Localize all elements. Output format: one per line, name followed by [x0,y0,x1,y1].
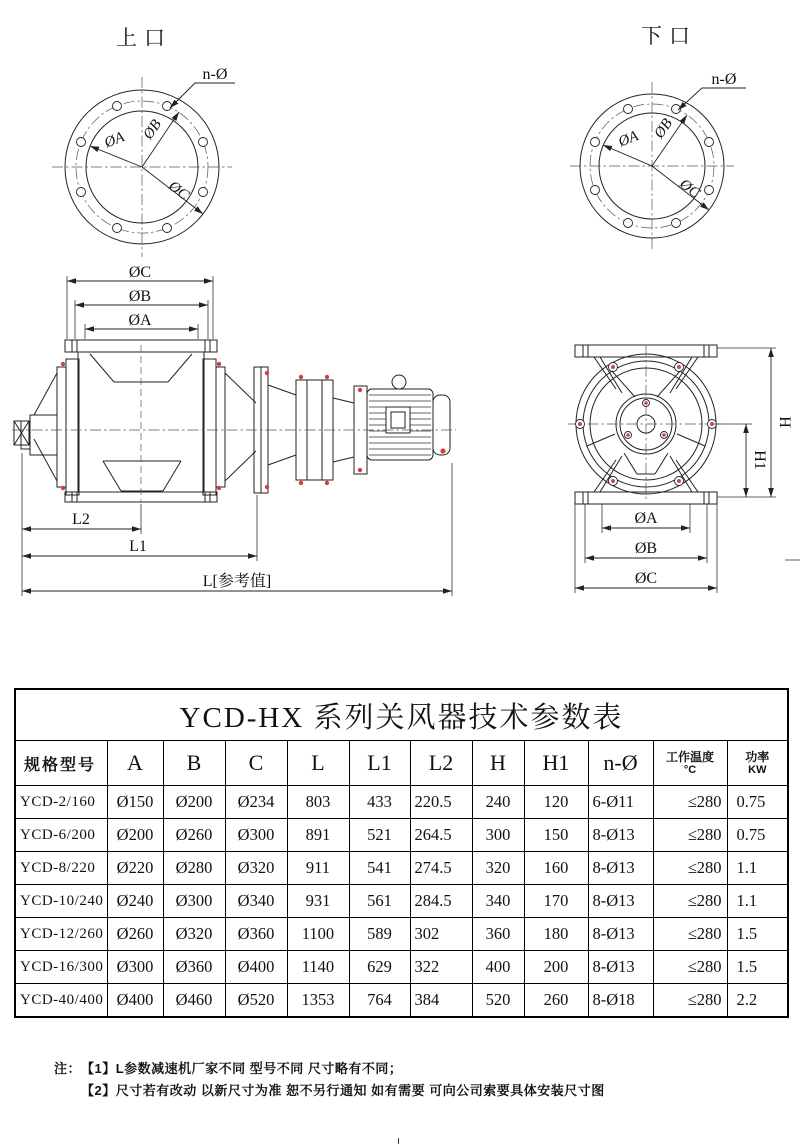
column-header: H1 [524,741,588,786]
dim-label-b: ØB [651,115,676,142]
dim-label-c: ØC [165,178,192,204]
table-row [15,819,788,852]
column-header: C [225,741,287,786]
cell: YCD-12/260 [15,918,107,951]
table-row [15,918,788,951]
footnote-line: 【1】L参数减速机厂家不同 型号不同 尺寸略有不同； [81,1061,403,1076]
cell: 521 [349,819,410,852]
flange-diagram-top-port [30,18,245,253]
cell: 260 [524,984,588,1018]
cell: 264.5 [410,819,472,852]
cell: 322 [410,951,472,984]
cell: 284.5 [410,885,472,918]
cell: Ø280 [163,852,225,885]
cell: 8-Ø13 [588,951,653,984]
cell: 1.1 [727,852,788,885]
column-header: L2 [410,741,472,786]
bottom-dimensions [22,453,452,596]
cell: 180 [524,918,588,951]
table-row [15,786,788,819]
cell: 150 [524,819,588,852]
dim-label-c: ØC [676,176,703,202]
cell: 8-Ø13 [588,852,653,885]
right-end-cover [203,359,268,495]
column-header: B [163,741,225,786]
cell: 320 [472,852,524,885]
cell: ≤280 [653,918,727,951]
cell: YCD-6/200 [15,819,107,852]
table-row [15,852,788,885]
table-row [15,885,788,918]
cell: ≤280 [653,951,727,984]
column-header: A [107,741,163,786]
cell: 1.5 [727,951,788,984]
cell: Ø360 [163,951,225,984]
cell: 1.1 [727,885,788,918]
top-dimensions [67,264,213,339]
cell: 8-Ø13 [588,885,653,918]
cell: 6-Ø11 [588,786,653,819]
dim-label-b: ØB [140,116,165,143]
cell: Ø400 [107,984,163,1018]
dim-label-a: ØA [616,128,641,151]
footnote-line: 【2】尺寸若有改动 以新尺寸为准 恕不另行通知 如有需要 可向公司索要具体安装尺寸图 [81,1083,605,1098]
cell: Ø234 [225,786,287,819]
cell: ≤280 [653,852,727,885]
column-header: H [472,741,524,786]
cell: 8-Ø13 [588,819,653,852]
cell: Ø320 [225,852,287,885]
footnote-lines [81,1058,605,1102]
cell: 0.75 [727,819,788,852]
cell: Ø200 [163,786,225,819]
cell: Ø300 [163,885,225,918]
cell: Ø300 [225,819,287,852]
cell: Ø260 [163,819,225,852]
cell: Ø360 [225,918,287,951]
end-view-body [568,345,724,504]
column-header: 规格型号 [15,741,107,786]
cell: 1100 [287,918,349,951]
cell: Ø240 [107,885,163,918]
cell: 220.5 [410,786,472,819]
cell: YCD-16/300 [15,951,107,984]
motor [367,375,450,460]
cell: ≤280 [653,885,727,918]
cell: Ø260 [107,918,163,951]
left-end-cover [14,359,79,495]
column-header: 工作温度 °C [653,741,727,786]
column-header: n-Ø [588,741,653,786]
column-header: L1 [349,741,410,786]
cell: YCD-2/160 [15,786,107,819]
cell: 931 [287,885,349,918]
cell: 764 [349,984,410,1018]
cell: Ø220 [107,852,163,885]
spec-table [14,688,789,1018]
cell: 433 [349,786,410,819]
dim-label-h: H [776,416,793,428]
column-header: 功率 KW [727,741,788,786]
end-view-drawing [540,325,800,610]
cell: 803 [287,786,349,819]
cell: 629 [349,951,410,984]
cell: 2.2 [727,984,788,1018]
table-title: YCD-HX 系列关风器技术参数表 [15,689,788,741]
cell: Ø520 [225,984,287,1018]
width-dimensions [575,504,717,593]
cell: 160 [524,852,588,885]
footnotes [54,1058,605,1102]
cell: 170 [524,885,588,918]
page-mark [398,1138,399,1144]
cell: 8-Ø13 [588,918,653,951]
dim-label-l2: L2 [72,511,90,528]
cell: 300 [472,819,524,852]
dim-label-b: ØB [128,288,152,305]
cell: Ø150 [107,786,163,819]
cell: 541 [349,852,410,885]
cell: 340 [472,885,524,918]
cell: 1.5 [727,918,788,951]
cell: Ø340 [225,885,287,918]
cell: 274.5 [410,852,472,885]
flange-diagram-bottom-port [550,18,765,253]
cell: 589 [349,918,410,951]
bolt-count-label: n-Ø [202,66,228,83]
cell: 911 [287,852,349,885]
dim-label-l1: L1 [129,538,147,555]
cell: Ø460 [163,984,225,1018]
dim-label-b: ØB [634,540,658,557]
dim-label-h1: H1 [751,450,768,470]
side-view-drawing [0,255,470,610]
dim-label-c: ØC [634,570,658,587]
cell: YCD-40/400 [15,984,107,1018]
bottom-port-title: 下口 [641,24,697,48]
cell: Ø400 [225,951,287,984]
top-port-title: 上口 [116,26,172,50]
cell: Ø300 [107,951,163,984]
cell: Ø200 [107,819,163,852]
cell: 891 [287,819,349,852]
table-header-row [15,741,788,786]
cell: 1353 [287,984,349,1018]
dim-label-c: ØC [128,264,152,281]
cell: 384 [410,984,472,1018]
height-dimensions [714,348,793,497]
dim-label-l-reference: L[参考值] [202,573,272,590]
cell: 360 [472,918,524,951]
cell: 1140 [287,951,349,984]
cell: 120 [524,786,588,819]
cell: 561 [349,885,410,918]
eyebolt-icon [392,375,406,389]
cell: 520 [472,984,524,1018]
cell: ≤280 [653,984,727,1018]
dim-label-a: ØA [102,129,127,152]
footnote-prefix: 注： [54,1061,82,1076]
table-row [15,951,788,984]
cell: ≤280 [653,819,727,852]
cell: YCD-10/240 [15,885,107,918]
dim-label-a: ØA [634,510,658,527]
cell: 0.75 [727,786,788,819]
cell: 8-Ø18 [588,984,653,1018]
cell: ≤280 [653,786,727,819]
cell: 200 [524,951,588,984]
dim-label-a: ØA [128,312,152,329]
cell: Ø320 [163,918,225,951]
cell: 400 [472,951,524,984]
table-row [15,984,788,1018]
cell: YCD-8/220 [15,852,107,885]
cell: 302 [410,918,472,951]
bolt-count-label: n-Ø [711,71,737,88]
cell: 240 [472,786,524,819]
column-header: L [287,741,349,786]
terminal-box [386,407,410,433]
